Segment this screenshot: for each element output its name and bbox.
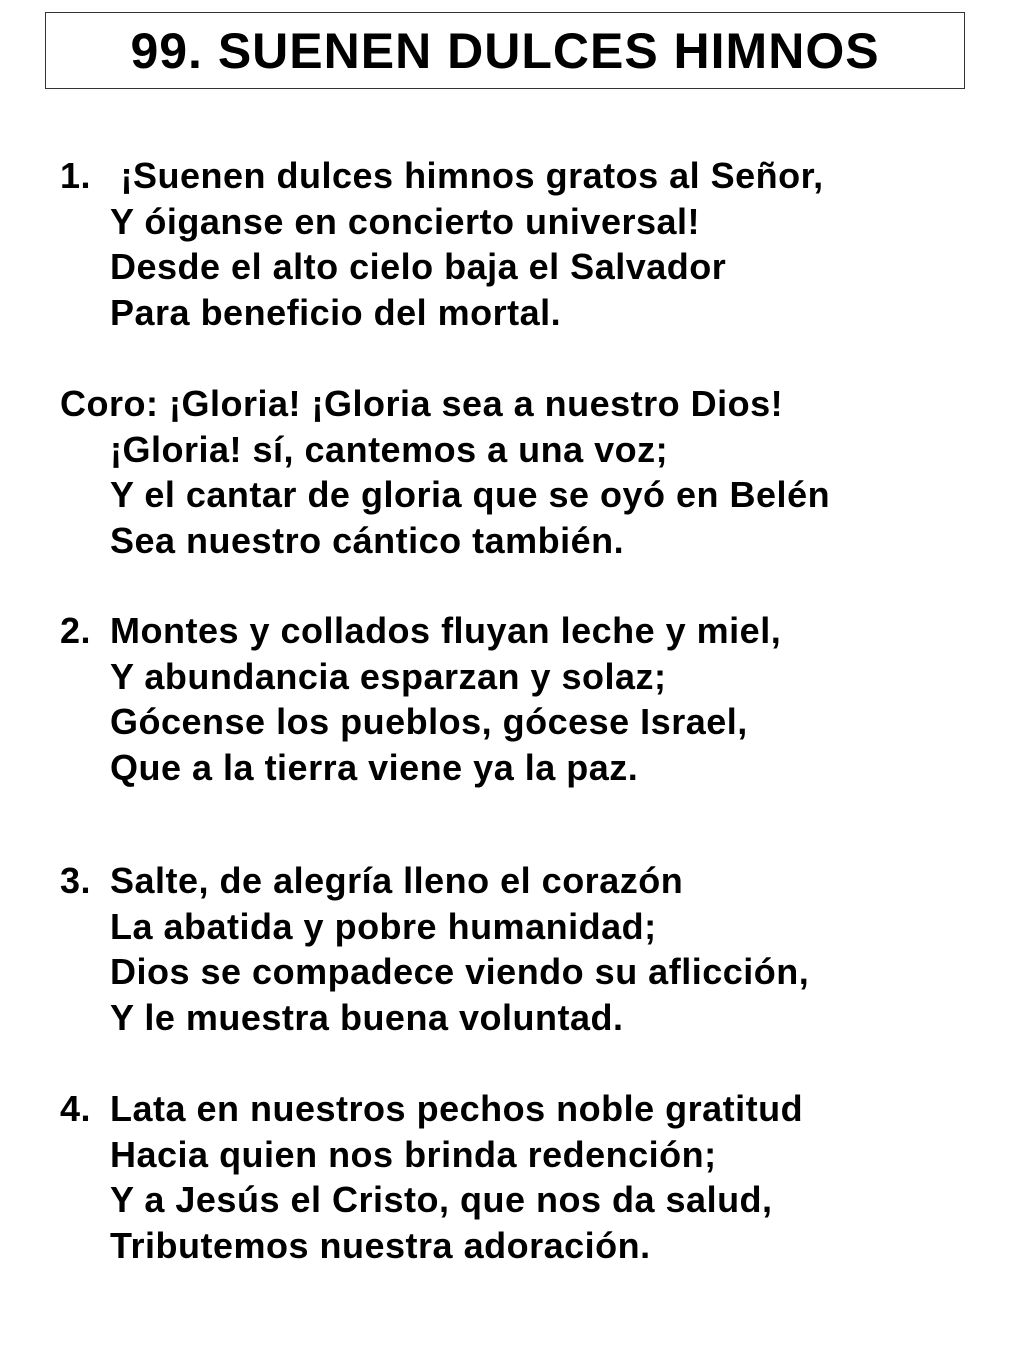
stanza-number: 1. [60,155,92,196]
chorus-line: ¡Gloria! sí, cantemos a una voz; [110,428,669,470]
stanza-text: Montes y collados fluyan leche y miel, [110,610,782,651]
stanza-3 [60,858,1000,1040]
stanza-line [60,153,1000,199]
chorus-line: Y el cantar de gloria que se oyó en Belén [110,474,831,515]
chorus-line [60,381,1000,427]
stanza-line: Tributemos nuestra adoración. [110,1224,651,1266]
stanza-line: Y a Jesús el Cristo, que nos da salud, [110,1179,773,1220]
stanza-1 [60,153,1000,335]
stanza-text: ¡Suenen dulces himnos gratos al Señor, [110,155,824,196]
title-box [45,12,965,89]
stanza-line: Y le muestra buena voluntad. [110,996,624,1038]
stanza-line [60,608,1000,654]
stanza-line: Y abundancia esparzan y solaz; [110,655,667,697]
stanza-line: Para beneficio del mortal. [110,291,562,333]
chorus [60,381,1000,563]
stanza-line: Gócense los pueblos, gócese Israel, [110,701,748,742]
stanza-line: La abatida y pobre humanidad; [110,905,657,947]
chorus-label: Coro: [60,383,159,424]
stanza-number: 3. [60,860,92,901]
stanza-text: Salte, de alegría lleno el corazón [110,860,684,901]
chorus-text: ¡Gloria! ¡Gloria sea a nuestro Dios! [169,383,784,424]
stanza-text: Lata en nuestros pechos noble gratitud [110,1088,804,1129]
stanza-line: Y óiganse en concierto universal! [110,200,701,242]
stanza-4 [60,1086,1000,1268]
chorus-line: Sea nuestro cántico también. [110,519,625,561]
hymn-title: 99. SUENEN DULCES HIMNOS [130,22,880,79]
stanza-line [60,1086,1000,1132]
stanza-number: 2. [60,610,92,651]
stanza-number: 4. [60,1088,92,1129]
stanza-line [60,858,1000,904]
stanza-line: Que a la tierra viene ya la paz. [110,746,639,788]
stanza-2 [60,608,1000,790]
stanza-line: Desde el alto cielo baja el Salvador [110,246,727,287]
stanza-line: Hacia quien nos brinda redención; [110,1133,717,1175]
stanza-line: Dios se compadece viendo su aflicción, [110,951,810,992]
